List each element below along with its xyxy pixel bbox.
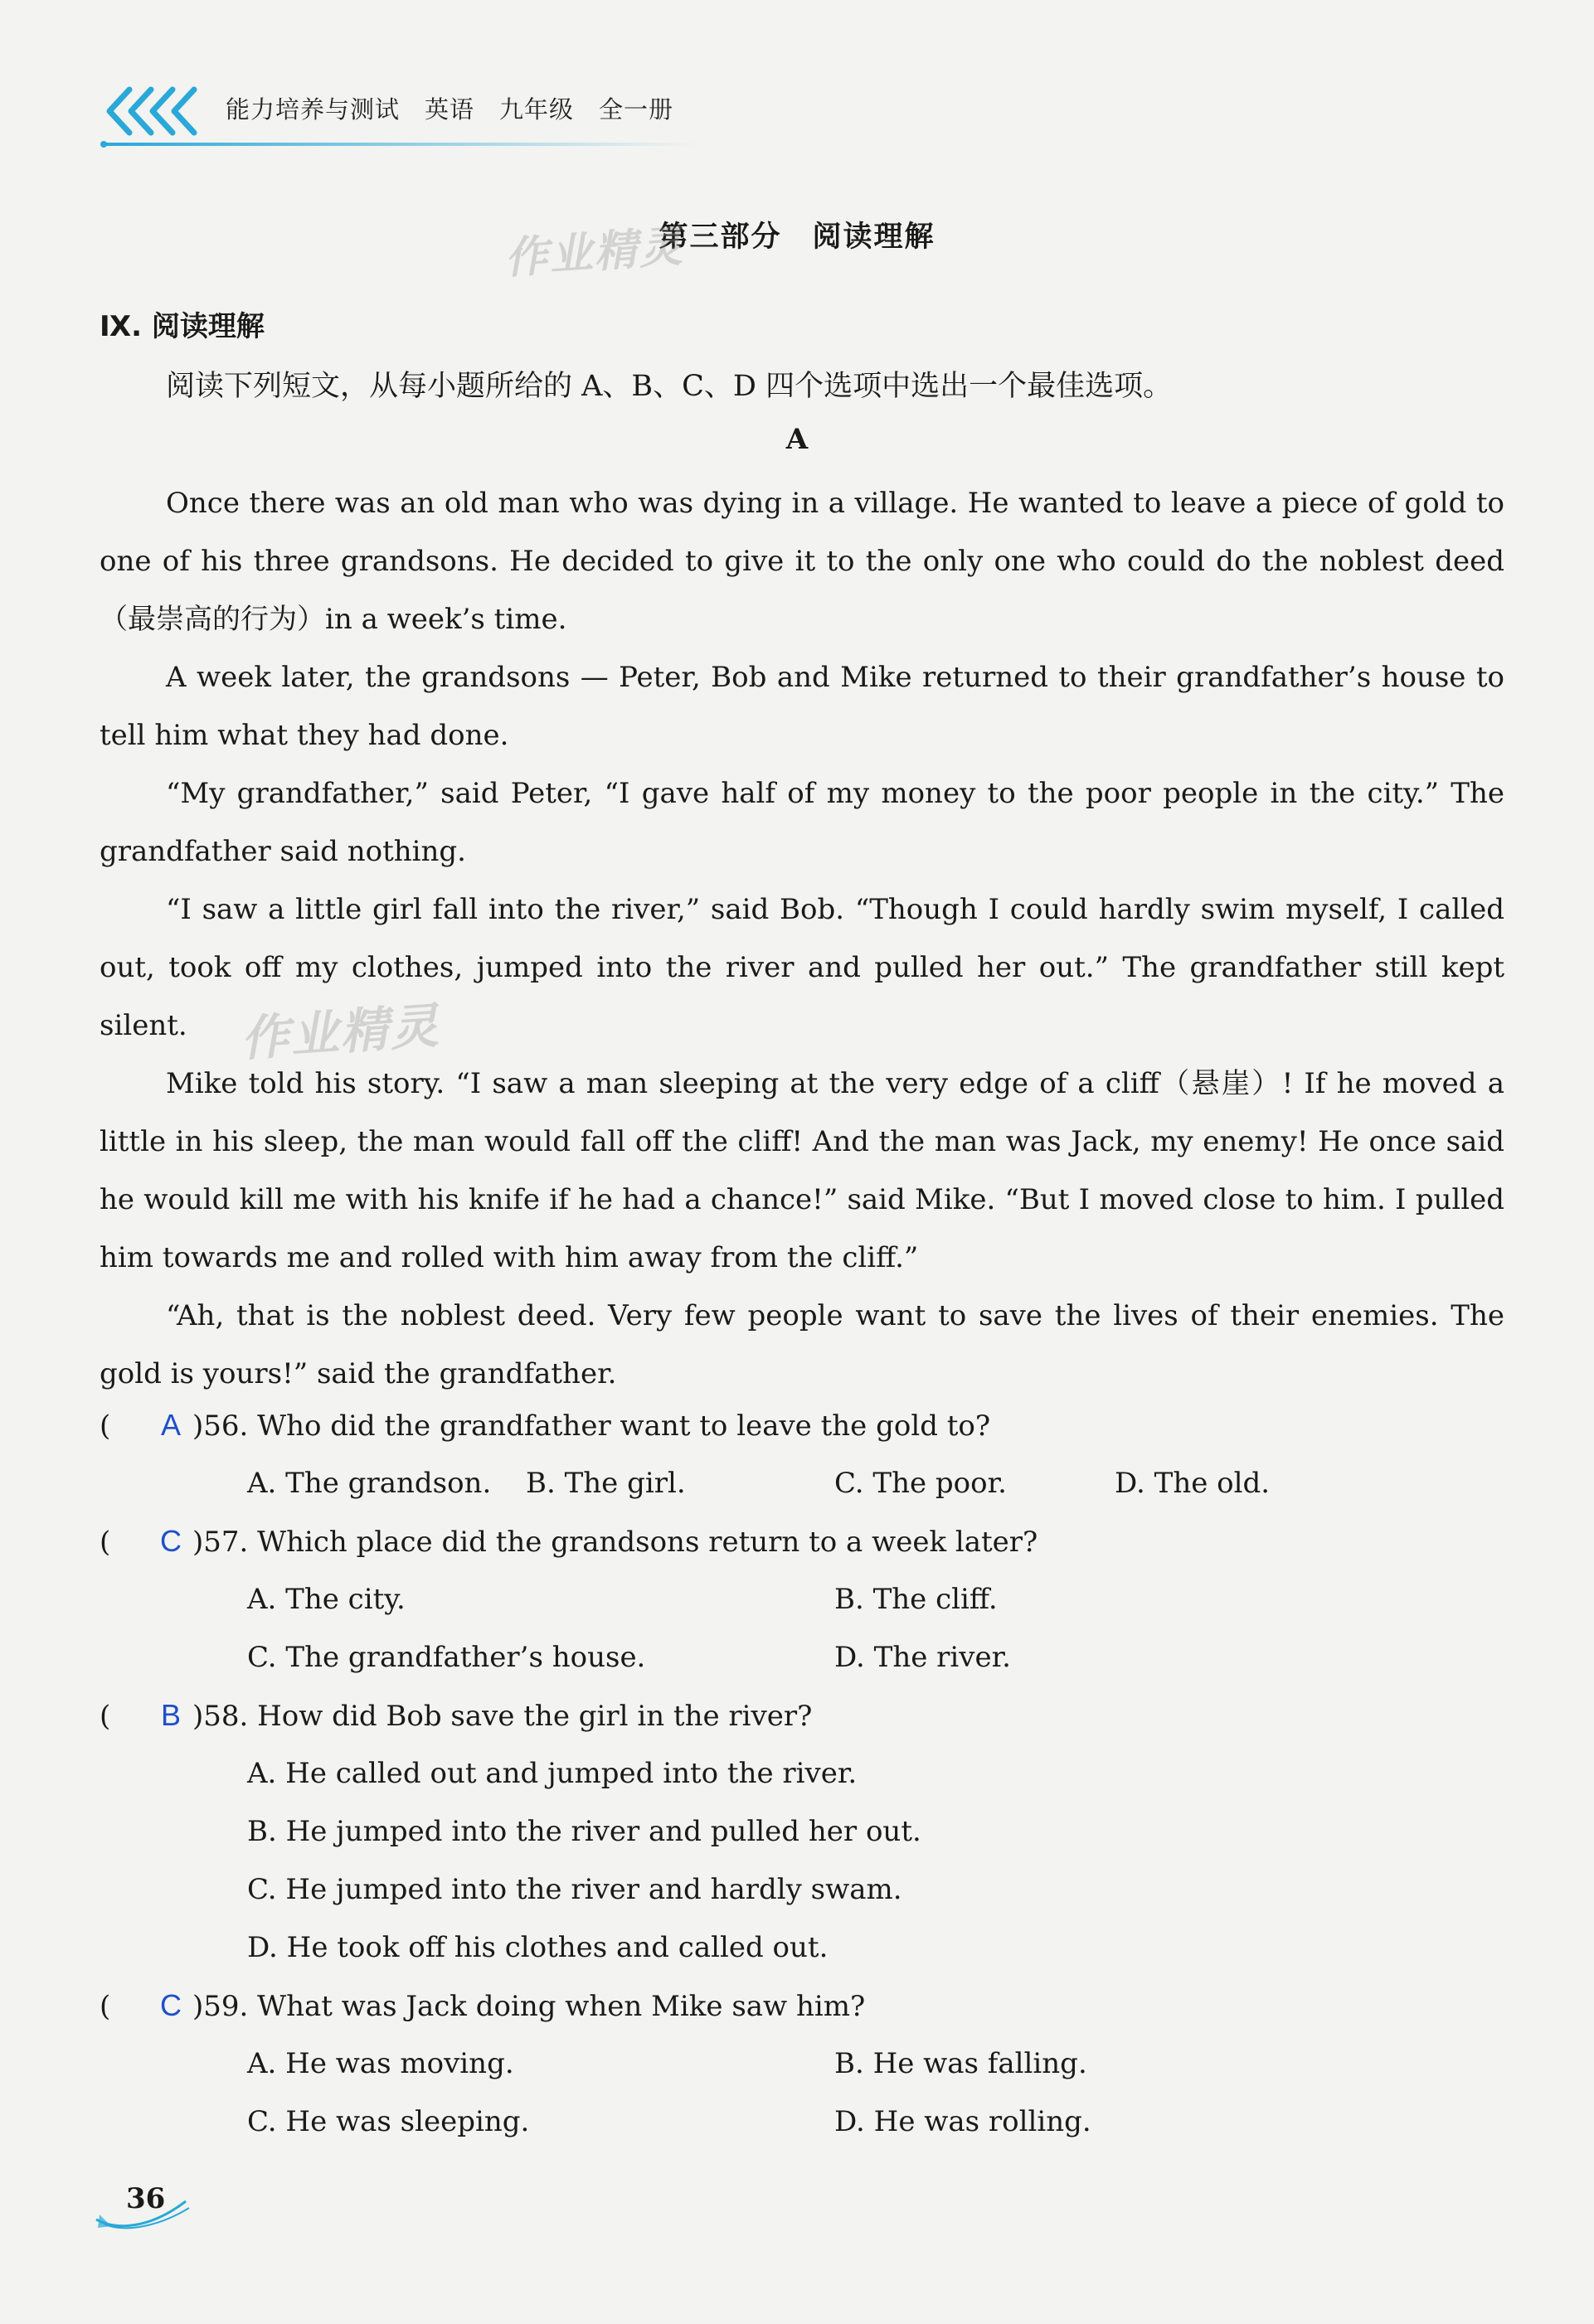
- question-56: [100, 1396, 1504, 1512]
- chevrons-icon: [100, 83, 216, 143]
- paragraph: “I saw a little girl fall into the river,” said Bob. “Though I could hardly swim myself, I called out, took off my clothes, jumped into the river and pulled her out.” The grandfather still kept silent.: [100, 893, 1504, 1042]
- watermark: 作业精灵: [239, 997, 442, 1068]
- question-59: [100, 1977, 1504, 2151]
- option-d: D. The river.: [834, 1641, 1011, 1674]
- option-d: D. He was rolling.: [834, 2105, 1091, 2138]
- option-b: B. He was falling.: [834, 2047, 1087, 2080]
- question-text: )56. Who did the grandfather want to leave the gold to?: [192, 1409, 991, 1443]
- paragraph: “Ah, that is the noblest deed. Very few people want to save the lives of their enemies. The gold is yours!” said the grandfather.: [100, 1299, 1504, 1390]
- header-rule: [100, 141, 697, 148]
- instructions: 阅读下列短文，从每小题所给的 A、B、C、D 四个选项中选出一个最佳选项。: [166, 370, 1173, 403]
- option-b: B. He jumped into the river and pulled her out.: [247, 1815, 921, 1848]
- option-c: C. The poor.: [834, 1467, 1007, 1500]
- option-b: B. The cliff.: [834, 1583, 998, 1616]
- answer-mark: B: [160, 1698, 181, 1732]
- option-c: C. He was sleeping.: [247, 2105, 530, 2138]
- question-text: )57. Which place did the grandsons return to a week later?: [192, 1526, 1038, 1559]
- option-d: D. The old.: [1115, 1467, 1271, 1500]
- answer-paren: (: [100, 1409, 111, 1443]
- question-text: )59. What was Jack doing when Mike saw him?: [192, 1990, 866, 2023]
- option-c: C. He jumped into the river and hardly swam.: [247, 1873, 902, 1906]
- option-a: A. The city.: [247, 1583, 406, 1616]
- answer-mark: A: [160, 1408, 181, 1442]
- header-title: 能力培养与测试 英语 九年级 全一册: [226, 95, 674, 124]
- paragraph: “My grandfather,” said Peter, “I gave half of my money to the poor people in the city.” The grandfather said nothing.: [100, 777, 1504, 868]
- option-c: C. The grandfather’s house.: [247, 1641, 646, 1674]
- passage-letter: A: [785, 423, 809, 456]
- answer-mark: C: [160, 1988, 182, 2022]
- paragraph: Once there was an old man who was dying in a village. He wanted to leave a piece of gold to one of his three grandsons. He decided to give it to the only one who could do the noblest deed（最崇高的行为）in a week’s time.: [100, 487, 1504, 636]
- paragraph: Mike told his story. “I saw a man sleeping at the very edge of a cliff（悬崖）! If he moved a little in his sleep, the man would fall off the cliff! And the man was Jack, my enemy! He once said he would kill me with his knife if he had a chance!” said Mike. “But I moved close to him. I pulled him towards me and rolled with him away from the cliff.”: [100, 1067, 1504, 1274]
- question-58: [100, 1686, 1504, 1977]
- option-a: A. The grandson.: [247, 1467, 492, 1500]
- passage: [100, 474, 1504, 1403]
- answer-paren: (: [100, 1700, 111, 1733]
- question-text: )58. How did Bob save the girl in the river?: [192, 1700, 813, 1733]
- option-d: D. He took off his clothes and called out.: [247, 1931, 829, 1964]
- paragraph: A week later, the grandsons — Peter, Bob and Mike returned to their grandfather’s house to tell him what they had done.: [100, 661, 1504, 752]
- question-57: [100, 1512, 1504, 1686]
- section-title: 第三部分 阅读理解: [658, 221, 936, 254]
- answer-mark: C: [160, 1524, 182, 1558]
- part-label: Ⅸ. 阅读理解: [100, 310, 265, 343]
- answer-paren: (: [100, 1526, 111, 1559]
- option-b: B. The girl.: [526, 1467, 686, 1500]
- answer-paren: (: [100, 1990, 111, 2023]
- page-number: 36: [126, 2182, 166, 2215]
- option-a: A. He called out and jumped into the river.: [247, 1757, 858, 1790]
- option-a: A. He was moving.: [247, 2047, 514, 2080]
- watermark: 作业精灵: [503, 221, 686, 284]
